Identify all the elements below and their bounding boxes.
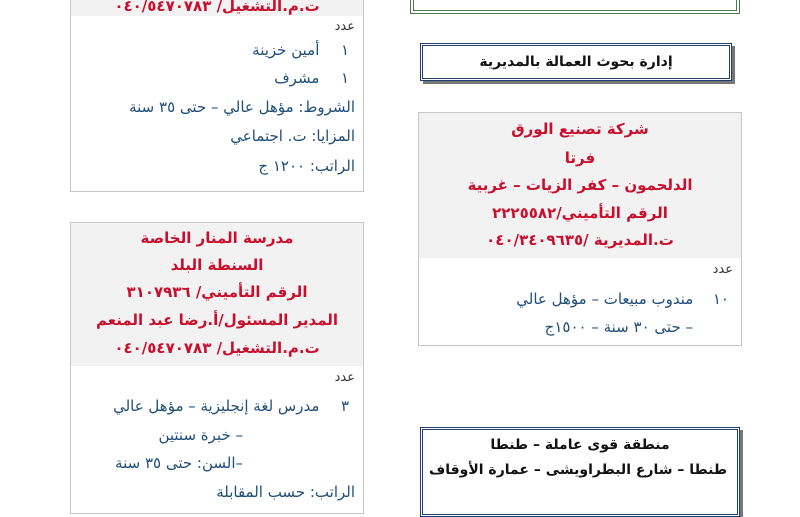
job-count: ١ xyxy=(340,69,349,87)
job-title: مدرس لغة إنجليزية – مؤهل عالي xyxy=(113,397,320,415)
research-department-box xyxy=(420,43,732,81)
job-detail: –السن: حتى ٣٥ سنة xyxy=(115,454,243,472)
workforce-region-box xyxy=(420,427,740,517)
count-label: عدد xyxy=(712,262,733,277)
workforce-region-title: منطقة قوى عاملة – طنطا xyxy=(490,437,670,453)
job-detail: – خبرة سنتين xyxy=(158,426,243,444)
workforce-region-address: طنطا – شارع البطراويشى – عمارة الأوقاف xyxy=(428,462,728,478)
job-count: ١٠ xyxy=(712,290,729,308)
job-card-top-left xyxy=(70,0,364,192)
job-card-paper-company xyxy=(418,112,742,346)
card-header xyxy=(71,223,363,366)
company-brand: فرتا xyxy=(564,149,596,167)
job-title: مشرف xyxy=(274,69,320,87)
salary-text: الراتب: حسب المقابلة xyxy=(216,483,355,501)
salary-text: الراتب: ١٢٠٠ ج xyxy=(258,157,355,175)
count-label: عدد xyxy=(334,370,355,385)
job-item xyxy=(71,41,349,59)
job-item xyxy=(419,290,729,308)
insurance-number: الرقم التأميني/٢٢٢٥٥٨٢ xyxy=(492,204,668,222)
phone-text: ت.المديرية /٠٤٠/٣٤٠٩٦٣٥ xyxy=(486,231,674,249)
insurance-number: الرقم التأميني/ ٣١٠٧٩٣٦ xyxy=(126,283,308,301)
conditions-text: الشروط: مؤهل عالي – حتى ٣٥ سنة xyxy=(129,98,355,116)
job-item xyxy=(71,69,349,87)
job-card-school xyxy=(70,222,364,514)
decorative-frame xyxy=(410,0,740,14)
phone-text: ت.م.التشغيل/ ٠٤٠/٥٤٧٠٧٨٣ xyxy=(114,0,320,15)
benefits-text: المزايا: ت. اجتماعي xyxy=(230,127,355,145)
school-location: السنطة البلد xyxy=(170,256,264,274)
company-name: شركة تصنيع الورق xyxy=(511,120,649,138)
research-department-title: إدارة بحوث العمالة بالمديرية xyxy=(479,54,673,70)
job-count: ١ xyxy=(340,41,349,59)
card-header xyxy=(419,113,741,258)
job-item xyxy=(71,397,349,415)
job-title: مندوب مبيعات – مؤهل عالي xyxy=(516,290,694,308)
company-address: الدلحمون – كفر الزيات – غربية xyxy=(467,176,693,194)
count-label: عدد xyxy=(334,19,355,34)
job-count: ٣ xyxy=(340,397,349,415)
phone-text: ت.م.التشغيل/ ٠٤٠/٥٤٧٠٧٨٣ xyxy=(114,339,320,357)
job-title: أمين خزينة xyxy=(252,41,320,59)
card-header xyxy=(71,0,363,16)
manager-name: المدير المسئول/أ.رضا عبد المنعم xyxy=(95,311,339,329)
job-detail: – حتى ٣٠ سنة – ١٥٠٠ج xyxy=(544,318,693,336)
school-name: مدرسة المنار الخاصة xyxy=(140,229,294,247)
